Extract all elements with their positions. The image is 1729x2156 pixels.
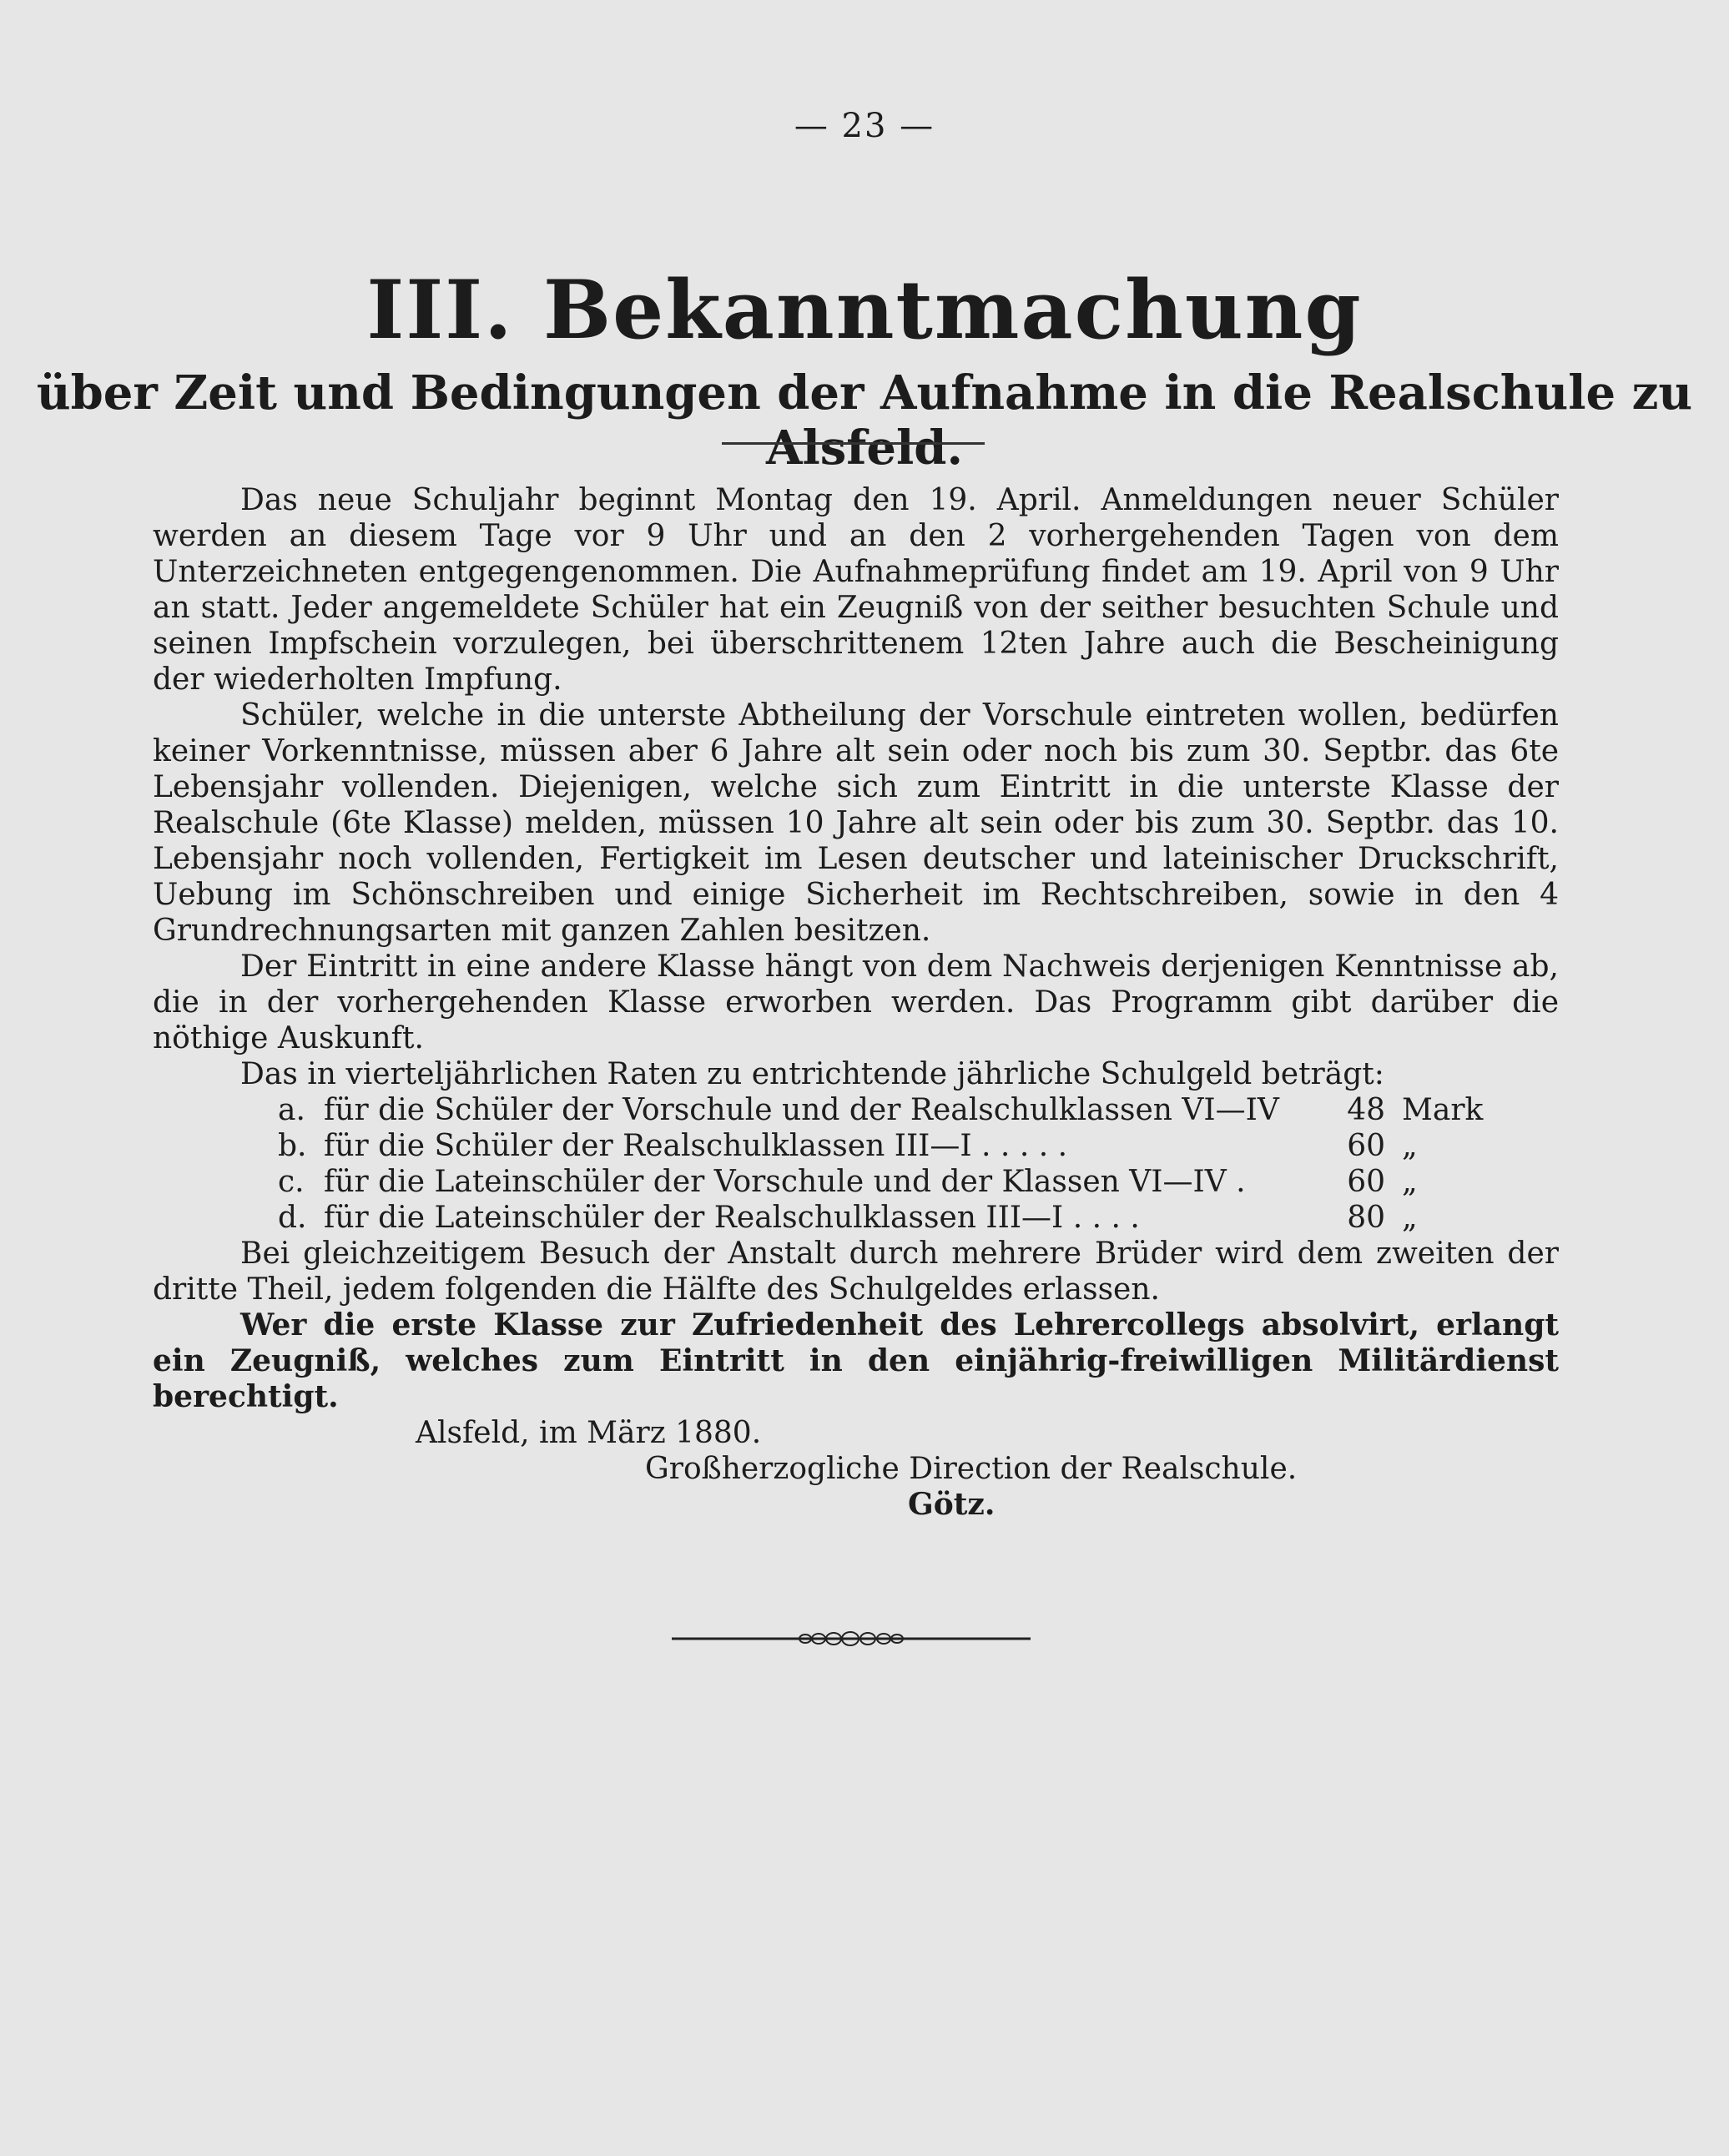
document-title: III. Bekanntmachung [366, 263, 1363, 357]
fee-description: für die Lateinschüler der Realschulklassen III—I . . . . [324, 1201, 1140, 1235]
paragraph-certificate-note: Wer die erste Klasse zur Zufriedenheit des Lehrercollegs absolvirt, erlangt ein Zeugniß, welches zum Eintritt in den einjährig-freiwilligen Militärdienst berechtigt. [153, 1307, 1559, 1414]
fee-description: für die Schüler der Vorschule und der Realschulklassen VI—IV [324, 1093, 1279, 1127]
paragraph-other-classes: Der Eintritt in eine andere Klasse hängt von dem Nachweis derjenigen Kenntnisse ab, die in der vorhergehenden Klasse erworben werden. Das Programm gibt darüber die nöthige Auskunft. [153, 950, 1559, 1055]
paragraph-school-year: Das neue Schuljahr beginnt Montag den 19. April. Anmeldungen neuer Schüler werden an diesem Tage vor 9 Uhr und an den 2 vorhergehenden Tagen von dem Unterzeichneten entgegengenommen. Die Aufnahmeprüfung findet am 19. April von 9 Uhr an statt. Jeder angemeldete Schüler hat ein Zeugniß von der seither besuchten Schule und seinen Impfschein vorzulegen, bei überschrittenem 12ten Jahre auch die Bescheinigung der wiederholten Impfung. [153, 483, 1559, 697]
fee-row [278, 1200, 1559, 1236]
document-subtitle: über Zeit und Bedingungen der Aufnahme in die Realschule zu Alsfeld. [36, 365, 1693, 476]
fee-amount: 60 [1347, 1129, 1385, 1163]
fee-unit: „ [1402, 1165, 1418, 1199]
ornament-divider-icon [672, 1629, 1031, 1649]
fee-amount: 80 [1347, 1201, 1385, 1235]
fee-description: für die Lateinschüler der Vorschule und der Klassen VI—IV . [324, 1165, 1246, 1199]
page-number: — 23 — [794, 107, 935, 145]
signature-name: Götz. [908, 1487, 996, 1522]
fee-key: b. [278, 1129, 307, 1163]
paragraph-fees-intro: Das in vierteljährlichen Raten zu entrichtende jährliche Schulgeld beträgt: [240, 1057, 1384, 1091]
title-divider [722, 442, 985, 445]
dateline: Alsfeld, im März 1880. [416, 1416, 762, 1450]
fee-unit: „ [1402, 1129, 1418, 1163]
fee-key: d. [278, 1201, 307, 1235]
paragraph-admission-requirements: Schüler, welche in die unterste Abtheilung der Vorschule eintreten wollen, bedürfen keiner Vorkenntnisse, müssen aber 6 Jahre alt sein oder noch bis zum 30. Septbr. das 6te Lebensjahr vollenden. Diejenigen, welche sich zum Eintritt in die unterste Klasse der Realschule (6te Klasse) melden, müssen 10 Jahre alt sein oder bis zum 30. Septbr. das 10. Lebensjahr noch vollenden, Fertigkeit im Lesen deutscher und lateinischer Druckschrift, Uebung im Schönschreiben und einige Sicherheit im Rechtschreiben, sowie in den 4 Grundrechnungsarten mit ganzen Zahlen besitzen. [153, 698, 1559, 948]
fee-unit: „ [1402, 1201, 1418, 1235]
fee-amount: 60 [1347, 1165, 1385, 1199]
fee-row [278, 1092, 1559, 1128]
document-body [153, 482, 1559, 1523]
fee-key: c. [278, 1165, 305, 1199]
fee-key: a. [278, 1093, 305, 1127]
paragraph-sibling-discount: Bei gleichzeitigem Besuch der Anstalt durch mehrere Brüder wird dem zweiten der dritte Theil, jedem folgenden die Hälfte des Schulgeldes erlassen. [153, 1237, 1559, 1307]
fee-row [278, 1128, 1559, 1164]
fee-unit: Mark [1402, 1093, 1484, 1127]
fee-row [278, 1164, 1559, 1200]
fee-description: für die Schüler der Realschulklassen III—I . . . . . [324, 1129, 1068, 1163]
signature-office: Großherzogliche Direction der Realschule. [645, 1452, 1298, 1486]
fee-amount: 48 [1347, 1093, 1385, 1127]
fee-list [278, 1092, 1559, 1236]
